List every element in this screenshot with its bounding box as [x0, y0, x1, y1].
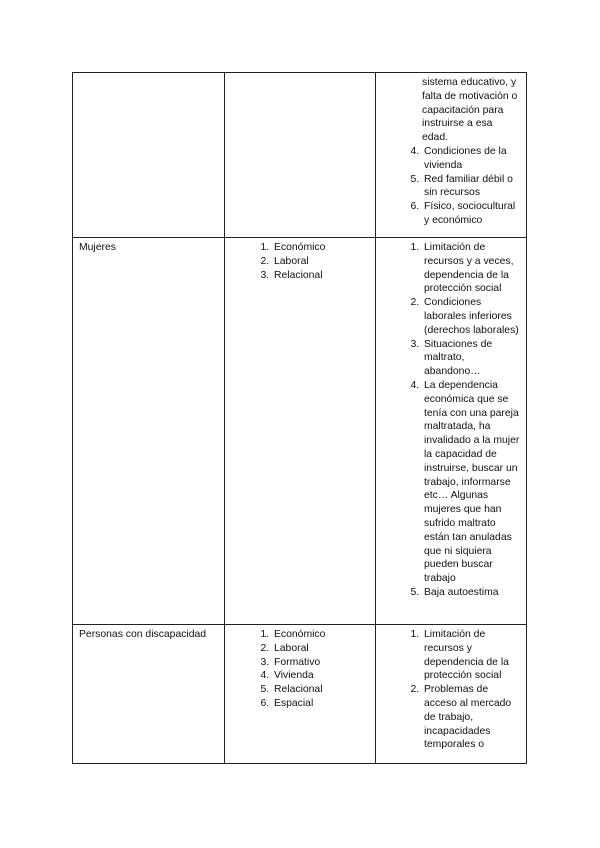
list-item: 3. Relacional [272, 269, 369, 283]
list-item: 5. Relacional [272, 683, 369, 697]
areas-list [231, 628, 369, 711]
list-item: 1. Económico [272, 628, 369, 642]
areas-list [231, 241, 369, 282]
factors-list [382, 241, 520, 600]
list-item: 4. Condiciones de la vivienda [422, 145, 520, 173]
list-item: 3. Situaciones de maltrato, abandono… [422, 338, 520, 379]
list-item: 6. Físico, sociocultural y económico [422, 200, 520, 228]
factors-cell [376, 625, 527, 764]
continued-text [382, 76, 520, 145]
list-item: 6. Espacial [272, 697, 369, 711]
group-cell: Mujeres [73, 238, 225, 625]
table-row [73, 625, 527, 764]
continued-line: sistema educativo, y [422, 77, 517, 88]
areas-cell [225, 625, 376, 764]
list-item: 3. Formativo [272, 656, 369, 670]
group-cell: Personas con discapacidad [73, 625, 225, 764]
areas-cell [225, 238, 376, 625]
list-item: 1. Limitación de recursos y dependencia de la protección social [422, 628, 520, 683]
group-cell [73, 73, 225, 238]
list-item: 1. Limitación de recursos y a veces, dependencia de la protección social [422, 241, 520, 296]
list-item: 1. Económico [272, 241, 369, 255]
factors-list [382, 628, 520, 752]
continued-line: edad. [422, 132, 449, 144]
list-item: 4. La dependencia económica que se tenía con una pareja maltratada, ha invalidado a la mujer la capacidad de instruirse, buscar un trabajo, informarse etc… Algunas mujeres que han sufrido maltrato están tan anuladas que ni siquiera pueden buscar trabajo [422, 379, 520, 586]
continued-line: instruirse a esa [422, 118, 493, 130]
list-item: 2. Condiciones laborales inferiores (derechos laborales) [422, 296, 520, 337]
list-item: 5. Red familiar débil o sin recursos [422, 173, 520, 201]
areas-cell [225, 73, 376, 238]
factors-cell [376, 238, 527, 625]
table-row [73, 238, 527, 625]
list-item: 2. Laboral [272, 642, 369, 656]
list-item: 2. Laboral [272, 255, 369, 269]
list-item: 2. Problemas de acceso al mercado de trabajo, incapacidades temporales o [422, 683, 520, 752]
table-row [73, 73, 527, 238]
list-item: 5. Baja autoestima [422, 586, 520, 600]
continued-line: capacitación para [422, 104, 504, 116]
continued-line: falta de motivación o [422, 90, 518, 102]
list-item: 4. Vivienda [272, 669, 369, 683]
factors-list [382, 145, 520, 228]
factors-cell [376, 73, 527, 238]
vulnerability-table [72, 72, 527, 764]
